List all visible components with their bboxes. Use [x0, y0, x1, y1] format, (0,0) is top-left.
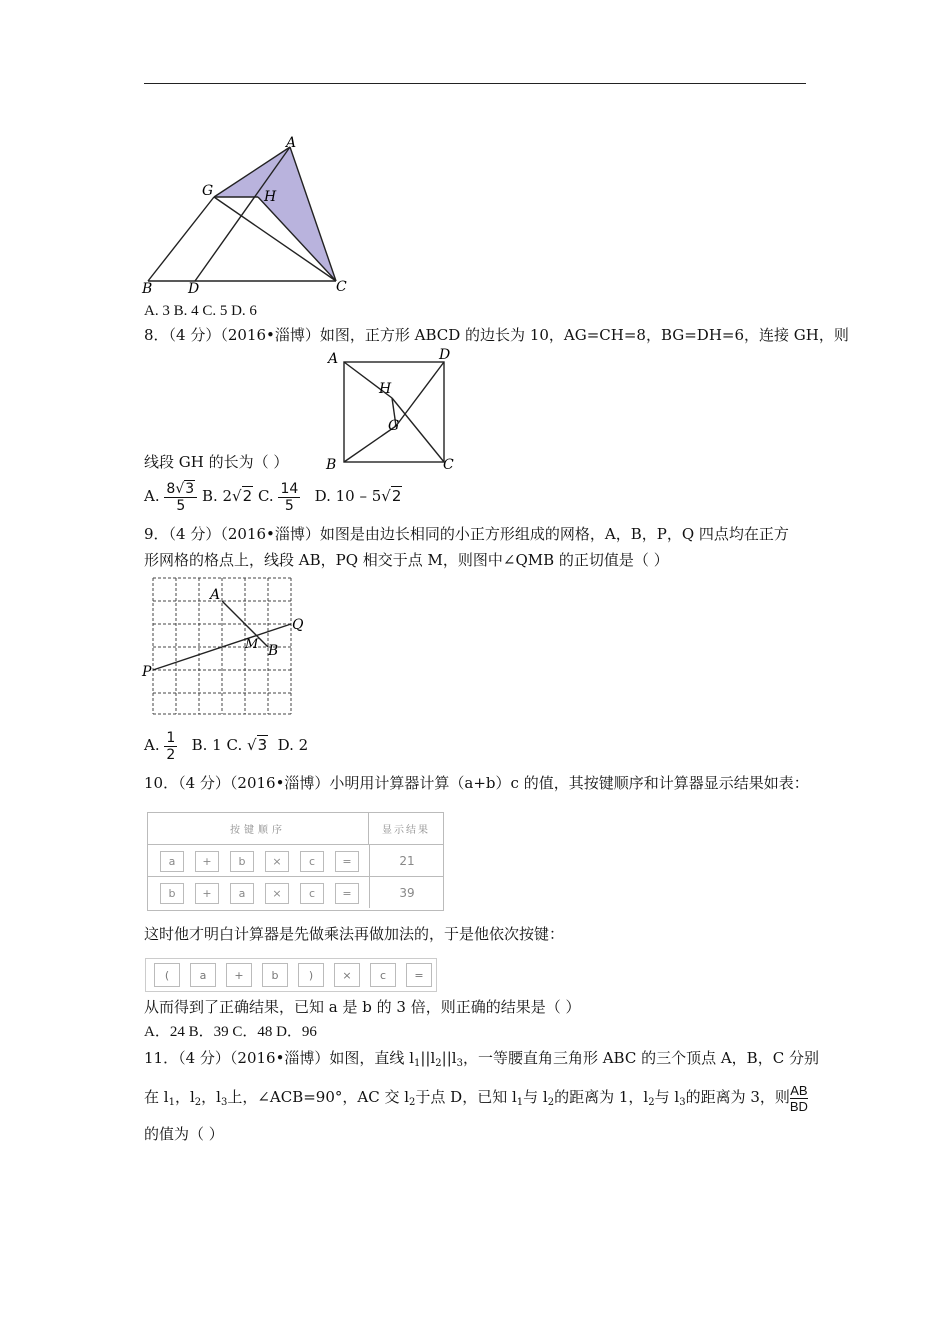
q10-stem: 10．（4 分）（2016•淄博）小明用计算器计算（a+b）c 的值，其按键顺序和计算器显示结果如表： [144, 774, 809, 792]
q10-key: = [406, 963, 432, 987]
q10-key: × [265, 851, 289, 872]
q11-s2b: ，l [174, 1088, 195, 1106]
q10-table-header-keys: 按键顺序 [148, 813, 369, 845]
q9-label-m: M [245, 637, 259, 652]
q11-s2a: 在 l [144, 1088, 169, 1106]
q8-opt-d-rad: 2 [391, 487, 402, 505]
q8-figure [325, 345, 465, 473]
q10-key: c [300, 851, 324, 872]
q10-key: + [195, 883, 219, 904]
q11-s2g: 的距离为 1，l [554, 1088, 649, 1106]
q11-s2e: 于点 D，已知 l [415, 1088, 517, 1106]
q8-label-a: A [328, 351, 339, 367]
q7-label-c: C [336, 279, 347, 295]
q8-opt-d-label: D. 10 – 5 [314, 487, 382, 505]
q10-key: ( [154, 963, 180, 987]
q8-opt-c-fraction [278, 481, 300, 514]
q8-opt-d-sqrt: √2 [381, 487, 402, 505]
q10-key: a [230, 883, 254, 904]
q7-label-g: G [202, 183, 214, 199]
q9-grid-figure [140, 572, 310, 720]
q10-key: = [335, 883, 359, 904]
q9-opt-a-fraction [164, 730, 177, 763]
q9-opt-c-rad: 3 [257, 736, 268, 754]
q8-stem-line2: 线段 GH 的长为（ ） [144, 453, 289, 471]
q9-opt-a-label: A. [144, 736, 160, 754]
q8-opt-b-rad: 2 [242, 487, 253, 505]
q8-opt-a-num: 8 [166, 480, 176, 497]
q8-label-b: B [326, 457, 337, 473]
q11-stem-line1 [144, 1048, 819, 1074]
q9-label-b: B [268, 643, 279, 659]
q8-opt-a-label: A. [144, 487, 160, 505]
q10-line2: 这时他才明白计算器是先做乘法再做加法的，于是他依次按键： [144, 925, 565, 943]
q7-label-b: B [142, 281, 153, 295]
header-rule [144, 83, 806, 84]
q11-sub1a: 1 [414, 1058, 421, 1069]
q10-key: c [370, 963, 396, 987]
q9-options [144, 724, 308, 766]
q10-key: + [226, 963, 252, 987]
q10-key: a [190, 963, 216, 987]
q11-s1a: 11．（4 分）（2016•淄博）如图，直线 l [144, 1049, 414, 1067]
q8-label-c: C [443, 457, 454, 473]
q8-opt-a-fraction: $\frac{8√3}{5}$ [164, 481, 197, 514]
q8-label-h: H [379, 381, 392, 397]
q11-ab-bd-fraction [790, 1083, 808, 1114]
q11-s1c: ||l [441, 1049, 457, 1067]
q11-sub2d: 2 [547, 1097, 555, 1108]
q10-key: b [160, 883, 184, 904]
q11-s1b: ||l [420, 1049, 436, 1067]
q8-opt-c-den: 5 [284, 497, 294, 514]
q10-key: × [334, 963, 360, 987]
q11-s2i: 的距离为 3，则 [685, 1088, 790, 1106]
q11-s2f: 与 l [523, 1088, 548, 1106]
q11-sub2b: 2 [194, 1097, 202, 1108]
q9-opt-a-num: 1 [166, 729, 176, 746]
q8-label-g: G [388, 418, 400, 434]
q11-sub2c: 2 [409, 1097, 416, 1108]
q8-opt-a-den: 5 [176, 497, 186, 514]
q10-key: = [335, 851, 359, 872]
q10-result: 21 [369, 845, 444, 876]
q8-opt-b-sqrt: √2 [232, 487, 253, 505]
q9-stem-line1: 9．（4 分）（2016•淄博）如图是由边长相同的小正方形组成的网格，A，B，P，Q 四点均在正方 [144, 525, 789, 543]
q11-frac-num: AB [790, 1082, 808, 1098]
q9-stem-line2: 形网格的格点上，线段 AB，PQ 相交于点 M，则图中∠QMB 的正切值是（ ） [144, 551, 669, 569]
q7-label-h: H [264, 189, 277, 205]
q7-label-d: D [188, 281, 200, 295]
q11-sub2e: 2 [648, 1097, 655, 1108]
q10-key-sequence [145, 958, 437, 992]
q9-label-p: P [142, 664, 152, 680]
q8-opt-a-rad: 3 [185, 480, 195, 497]
q8-options [144, 475, 402, 517]
q10-key: c [300, 883, 324, 904]
q11-s2d: 上，∠ACB=90°，AC 交 l [227, 1088, 410, 1106]
q8-label-d: D [439, 347, 451, 363]
q10-key: a [160, 851, 184, 872]
q11-sub3b: 3 [220, 1097, 228, 1108]
q11-sub1b: 1 [168, 1097, 175, 1108]
q10-key: ) [298, 963, 324, 987]
q11-stem-line3: 的值为（ ） [144, 1125, 224, 1143]
q9-opt-b: B. 1 C. [191, 736, 243, 754]
q10-key-table [147, 812, 444, 911]
q10-table-header-result: 显示结果 [369, 813, 443, 845]
q8-opt-c-label: C. [257, 487, 274, 505]
q7-options: A. 3 B. 4 C. 5 D. 6 [144, 303, 257, 319]
q8-opt-c-num: 14 [280, 480, 299, 497]
q10-key: b [230, 851, 254, 872]
q8-opt-b-label: B. 2 [201, 487, 233, 505]
q11-sub3c: 3 [679, 1097, 686, 1108]
q9-label-a: A [210, 587, 221, 603]
q11-sub2a: 2 [435, 1058, 442, 1069]
q9-label-q: Q [292, 617, 304, 633]
q10-key: + [195, 851, 219, 872]
q10-result: 39 [369, 877, 444, 908]
q11-sub3a: 3 [456, 1058, 463, 1069]
q10-options: A．24 B．39 C．48 D．96 [144, 1024, 317, 1040]
q11-sub1c: 1 [516, 1097, 524, 1108]
q11-s2h: 与 l [654, 1088, 680, 1106]
q10-key: × [265, 883, 289, 904]
q7-figure [140, 135, 360, 295]
q8-stem-line1: 8．（4 分）（2016•淄博）如图，正方形 ABCD 的边长为 10，AG=CH=8，BG=DH=6，连接 GH，则 [144, 326, 849, 344]
q7-label-a: A [286, 135, 297, 151]
q9-opt-a-den: 2 [166, 746, 176, 763]
q10-key: b [262, 963, 288, 987]
q9-opt-d: D. 2 [277, 736, 309, 754]
q10-line3: 从而得到了正确结果，已知 a 是 b 的 3 倍，则正确的结果是（ ） [144, 998, 581, 1016]
q11-s2c: ，l [201, 1088, 221, 1106]
q11-s1d: ，一等腰直角三角形 ABC 的三个顶点 A，B，C 分别 [462, 1049, 819, 1067]
q11-stem-line2 [144, 1080, 808, 1120]
q9-opt-c-sqrt: √3 [247, 736, 268, 754]
q11-frac-den: BD [789, 1098, 808, 1114]
